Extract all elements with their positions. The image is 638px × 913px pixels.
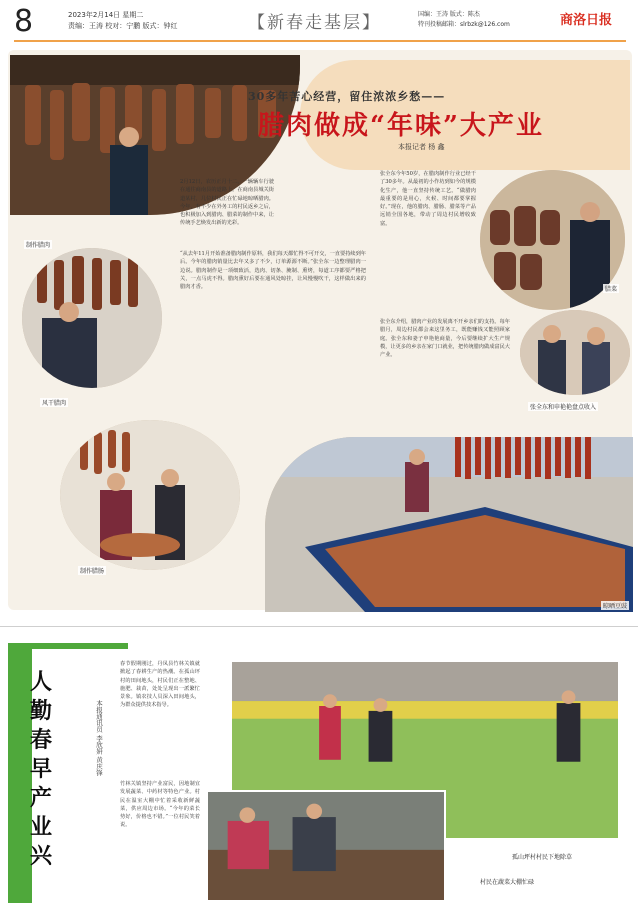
caption-make-photo: 制作腊肠 <box>80 568 105 575</box>
newspaper-logo: 商洛日报 <box>560 13 613 28</box>
right-info-1: 国编：王涛 版式：陈杰 <box>418 11 480 18</box>
header-right-info <box>418 10 510 30</box>
article-title: 腊肉做成“年味”大产业 <box>258 111 544 141</box>
photo-drying-beans <box>265 437 633 612</box>
photo-counting-income <box>520 310 630 395</box>
caption-jars-photo: 腊菜 <box>605 286 618 293</box>
header-meta <box>68 10 177 32</box>
bottom-text-col2: 竹林关镇坚持产业富民，因地制宜发展蔬菜、中药材等特色产业。村民在温室大棚中忙着采收新鲜蔬菜，供应周边市场。“今年的菜长势好，价格也不错。”一位村民笑着说。 <box>120 781 200 829</box>
green-accent-bar <box>8 643 32 903</box>
green-accent-top <box>8 643 128 649</box>
column-label: 新春走基层 <box>267 13 362 33</box>
page-header <box>0 0 638 44</box>
caption-main-photo: 制作腊肉 <box>26 242 51 249</box>
caption-greenhouse-photo: 村民在蔬菜大棚忙碌 <box>480 879 535 886</box>
photo-making-sausage <box>60 420 240 570</box>
bottom-article-title: 人勤春早产业兴 <box>30 669 53 869</box>
section-divider <box>0 626 638 627</box>
column-name: 【新春走基层】 <box>248 13 381 33</box>
caption-dry-photo: 晾晒豆豉 <box>603 603 628 610</box>
article-byline: 本报记者 杨 鑫 <box>398 143 445 151</box>
feature-text-col3: 张全东今年50岁，在腊肉制作行业已经干了30多年。从最初的小作坊到如今的规模化生产，他一直坚持传统工艺。“做腊肉最重要的是用心，火候、时间都要掌握好。”现在，他的腊肉、腊肠、腊菜等产品远销全国各地，带动了周边村民增收致富。 <box>380 171 476 227</box>
bottom-text-col1: 春节假期刚过，丹凤县竹林关镇就掀起了春耕生产的热潮。在孤山坪村的田间地头，村民们正在整地、施肥、栽苗，处处呈现出一派繁忙景象。镇农技人员深入田间地头，为群众提供技术指导。 <box>120 661 200 709</box>
feature-text-col4: 张全东介绍，腊肉产业的发展离不开乡亲们的支持。每年腊月，周边村民都会来这里务工，既能赚钱又能照顾家庭。张全东和妻子申艳艳商量，今后要继续扩大生产规模，让更多的乡亲在家门口就业，把传统腊肉做成富民大产业。 <box>380 319 510 359</box>
feature-text-col2: “从去年11月开始准备腊肉制作原料，我们每天都忙得不可开交，一直要持续到年后。今年的腊肉销量比去年又多了不少，订单源源不断。”张全东一边整理腊肉一边说。腊肉制作是一项细致活，选肉、切条、腌制、熏烤，每道工序都要严格把关，一点马虎不得。腊肉熏好后要在通风处晾挂，让风慢慢吹干，这样做出来的腊肉才香。 <box>180 251 366 291</box>
caption-sell-photo: 张全东和申艳艳盘点收入 <box>530 404 597 411</box>
caption-field-photo: 孤山坪村村民下地除草 <box>512 854 573 861</box>
right-info-2: 特刊投稿邮箱：slrbzk@126.com <box>418 21 510 28</box>
editors-line: 责编：王涛 校对：宁鹏 版式：钟红 <box>68 22 178 30</box>
caption-left2-photo: 风干腊肉 <box>42 400 67 407</box>
bottom-article-authors: 本报通讯员 李欣妍 黄庆锋 <box>95 700 103 776</box>
article-subtitle: 30多年苦心经营，留住浓浓乡愁—— <box>248 90 446 103</box>
header-rule <box>14 40 626 42</box>
photo-air-drying-meat <box>22 248 162 388</box>
feature-text-col1: 2月12日，农历正月十二，一辆辆车行驶在通往商南县的道路上。在商南县城关街道某村，几位村民正在忙碌地晾晒腊肉。今年，有不少在外务工的村民返乡之后，也积极加入到腊肉、腊菜的制作中来，让传统手艺焕发出新的光彩。 <box>180 179 274 227</box>
date-line: 2023年2月14日 星期二 <box>68 11 144 19</box>
photo-greenhouse <box>206 790 446 902</box>
page-number: 8 <box>14 4 34 39</box>
